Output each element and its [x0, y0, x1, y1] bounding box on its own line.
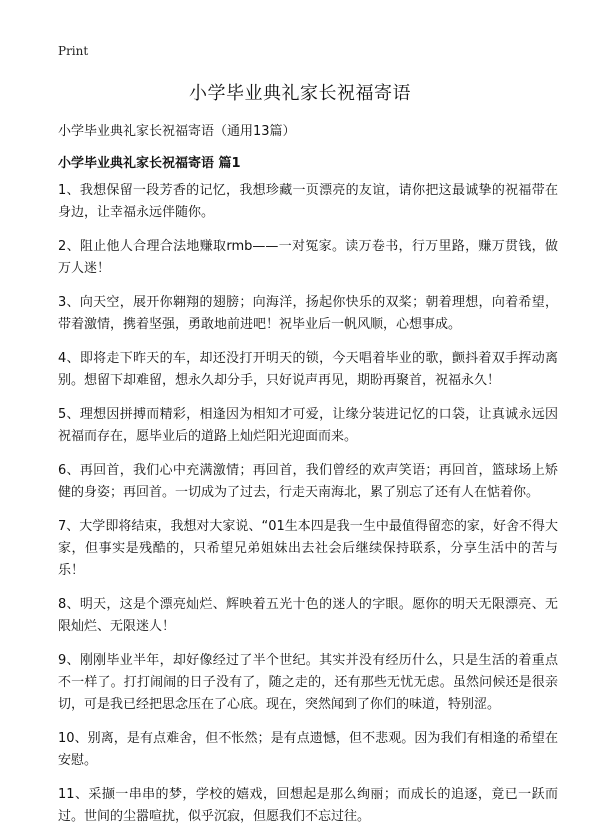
paragraph: 6、再回首，我们心中充满激情；再回首，我们曾经的欢声笑语；再回首，篮球场上矫健的身姿；再回首。一切成为了过去，行走天南海北，累了别忘了还有人在惦着你。	[58, 463, 558, 500]
paragraph: 3、向天空，展开你翱翔的翅膀；向海洋，扬起你快乐的双桨；朝着理想，向着希望，带着激情，携着坚强，勇敢地前进吧！祝毕业后一帆风顺，心想事成。	[58, 295, 558, 332]
paragraph: 5、理想因拼搏而精彩，相逢因为相知才可爱，让缘分装进记忆的口袋，让真诚永远因祝福而存在，愿毕业后的道路上灿烂阳光迎面而来。	[58, 407, 558, 444]
paragraph: 9、刚刚毕业半年，却好像经过了半个世纪。其实并没有经历什么，只是生活的着重点不一样了。打打闹闹的日子没有了，随之走的，还有那些无忧无虑。虽然问候还是很亲切，可是我已经把思念压在了心底。现在，突然闻到了你们的味道，特别涩。	[58, 653, 558, 712]
section-heading: 小学毕业典礼家长祝福寄语 篇1	[58, 156, 241, 171]
paragraph: 11、采撷一串串的梦，学校的嬉戏，回想起是那么绚丽；而成长的追逐，竟已一跃而过。世间的尘嚣喧扰，似乎沉寂，但愿我们不忘过往。	[58, 787, 558, 824]
paragraph: 8、明天，这是个漂亮灿烂、辉映着五光十色的迷人的字眼。愿你的明天无限漂亮、无限灿烂、无限迷人！	[58, 597, 558, 634]
paragraph: 10、别离，是有点难舍，但不怅然；是有点遗憾，但不悲观。因为我们有相逢的希望在安慰。	[58, 731, 558, 768]
page-title: 小学毕业典礼家长祝福寄语	[189, 83, 411, 104]
paragraph: 7、大学即将结束，我想对大家说、“01生本四是我一生中最值得留恋的家，好舍不得大家，但事实是残酷的，只希望兄弟姐妹出去社会后继续保持联系，分享生活中的苦与乐！	[58, 519, 558, 578]
paragraph: 1、我想保留一段芳香的记忆，我想珍藏一页漂亮的友谊，请你把这最诚挚的祝福带在身边，让幸福永远伴随你。	[58, 183, 558, 220]
print-link[interactable]: Print	[58, 44, 89, 58]
paragraph: 2、阻止他人合理合法地赚取rmb——一对冤家。读万卷书，行万里路，赚万贯钱，做万人迷！	[58, 239, 558, 276]
document-subtitle: 小学毕业典礼家长祝福寄语（通用13篇）	[58, 124, 296, 139]
document-body	[58, 180, 558, 840]
paragraph: 4、即将走下昨天的车，却还没打开明天的锁，今天唱着毕业的歌，颤抖着双手挥动离别。想留下却难留，想永久却分手，只好说声再见，期盼再聚首，祝福永久！	[58, 351, 558, 388]
